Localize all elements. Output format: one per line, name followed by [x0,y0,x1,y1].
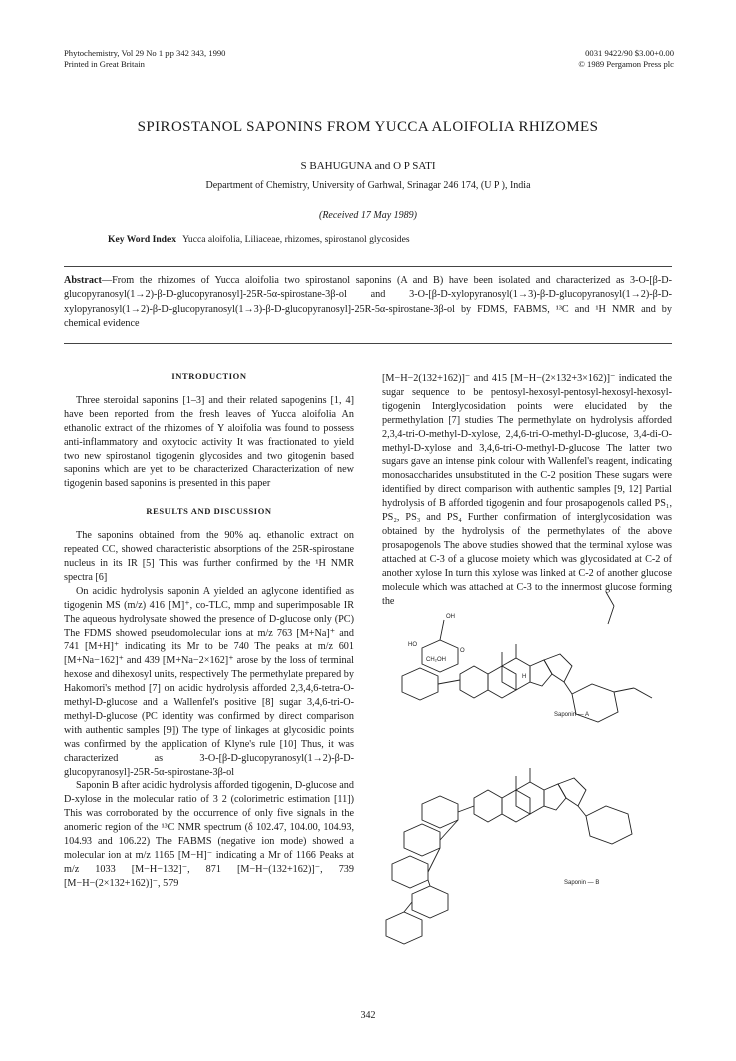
journal-line-1: Phytochemistry, Vol 29 No 1 pp 342 343, 1990 [64,48,226,58]
structure-drawing [382,584,672,962]
results-paragraph-2: On acidic hydrolysis saponin A yielded an aglycone identified as tigogenin MS (m/z) 416 [M]⁺, co-TLC, mmp and superimposable IR The aqueous hydrolysate showed the presence of D-glucose only (PC) The FDMS showed pseudomolecular ions at m/z 763 [M+Na]⁺ and 741 [M+H]⁺ indicating its Mr to be 740 The peaks at m/z 601 [M+Na−162]⁺ and 439 [M+Na−2×162]⁺ arose by the loss of terminal hexose and dihexosyl units, respectively The permethylate prepared by Hakomori's method [7] on acidic hydrolysis afforded 2,3,4,6-tetra-O-methyl-D-glucose and a Wallenfel's positive [8] sugar 3,4,6-tri-O-methyl-D-glucose (PC identity was confirmed by direct comparison with authentic samples [9]) The type of linkages at glycosidic points was confirmed by the application of Klyne's rule [10] Thus, it was characterized as 3-O-[β-D-glucopyranosyl(1→2)-β-D-glucopyranosyl]-25R-5α-spirostane-3β-ol [64,585,354,778]
results-paragraph-3: Saponin B after acidic hydrolysis afforded tigogenin, D-glucose and D-xylose in the molecular ratio of 3 2 (colorimetric estimation [11]) This was corroborated by the occurrence of only five signals in the anomeric region of the ¹³C NMR spectrum (δ 102.47, 104.00, 104.93, 104.93 and 106.22) The FABMS (negative ion mode) showed a molecular ion at m/z 1165 [M−H]⁻ indicating a Mr of 1166 Peaks at m/z 1033 [M−H−132]⁻, 871 [M−H−(132+162)]⁻, 739 [M−H−(2×132+162)]⁻, 579 [64,780,354,889]
introduction-heading: INTRODUCTION [171,371,247,381]
abstract-text: —From the rhizomes of Yucca aloifolia two spirostanol saponins (A and B) have been isolated and characterized as 3-O-[β-D-glucopyranosyl(1→2)-β-D-glucopyranosyl]-25R-5α-spirostane-3β-ol and 3-O-[β-D-xylopyranosyl(1→3)-β-D-glucopyranosyl(1→2)-β-D-xylopyranosyl(1→2)-β-D-glucopyranosyl(1→3)-β-D-glucopyranosyl]-25R-5α-spirostane-3β-ol by FDMS, FABMS, ¹³C and ¹H NMR and by chemical evidence [64,275,672,330]
right-column [382,372,672,608]
results-paragraph-1: The saponins obtained from the 90% aq. ethanolic extract on repeated CC, showed characteristic absorptions of the 25R-spirostane nucleus in its IR [5] This was further confirmed by the ¹H NMR spectra [6] [64,530,354,583]
label-ho: HO [408,642,417,648]
copyright-line: © 1989 Pergamon Press plc [578,59,674,69]
keyword-index [108,234,668,245]
saponin-a-label: Saponin — A [554,712,590,718]
author-affiliation: Department of Chemistry, University of Garhwal, Srinagar 246 174, (U P ), India [205,180,531,191]
keyword-label: Key Word Index [108,234,177,245]
left-column [64,370,354,891]
price-copyright [578,48,674,70]
article-title: SPIROSTANOL SAPONINS FROM YUCCA ALOIFOLIA RHIZOMES [137,119,599,135]
page-number: 342 [360,1010,376,1021]
journal-citation [64,48,225,70]
saponin-structures-figure [382,584,672,962]
introduction-paragraph: Three steroidal saponins [1–3] and their related sapogenins [1, 4] have been reported from the fresh leaves of Yucca aloifolia An ethanolic extract of the rhizomes of Y aloifolia was found to possess anti-inflammatory and oxytocic activity It was fractionated to yield two new spirostanol tigogenin glycosides and two gitogenin based saponins which are yet to be characterized Characterization of new tigogenin based saponins is presented in this paper [64,394,354,490]
price-line: 0031 9422/90 $3.00+0.00 [585,48,674,58]
journal-line-2: Printed in Great Britain [64,59,145,69]
structure-labels [408,614,599,886]
abstract-top-rule [64,266,672,267]
article-authors: S BAHUGUNA and O P SATI [300,160,436,172]
keyword-text: Yucca aloifolia, Liliaceae, rhizomes, spirostanol glycosides [182,234,410,245]
right-paragraph-1: [M−H−2(132+162)]⁻ and 415 [M−H−(2×132+3×162)]⁻ indicated the sugar sequence to be pentosyl-hexosyl-pentosyl-hexosyl-hexosyl-tigogenin Interglycosidation points were elucidated by the permethylation [7] studies The permethylate on hydrolysis afforded 2,3,4-tri-O-methyl-D-xylose, 2,4,6-tri-O-methyl-D-glucose, 3,4-di-O-methyl-D-xylose and 3,4,6-tri-O-methyl-D-glucose The latter two sugars gave an intense pink colour with Wallenfel's reagent, indicating monosaccharides unsubstituted in the C-2 position These sugars were identified by direct comparison with authentic samples [9, 12] Partial hydrolysis of B afforded tigogenin and four prosapogenols called PS₁, PS₂, PS₃ and PS₄ Further confirmation of interglycosidation was obtained by the hydrolysis of the permethylates of the above prosapogenols The above studies showed that the terminal xylose was attached at C-3 of a glucose moiety which was glycosidated at C-2 of another xylose In turn this xylose was linked at C-2 of another glucose molecule which was attached at C-3 to the innermost glucose forming the [382,373,672,607]
label-ch2oh: CH₂OH [426,657,446,663]
saponin-b-label: Saponin — B [564,880,600,886]
results-heading: RESULTS AND DISCUSSION [146,506,272,517]
abstract-label: Abstract [64,275,102,286]
abstract-bottom-rule [64,343,672,344]
abstract [64,274,672,332]
label-ring-o: O [460,648,465,654]
label-oh: OH [446,614,455,620]
received-date: (Received 17 May 1989) [318,210,417,221]
label-h: H [522,674,527,680]
